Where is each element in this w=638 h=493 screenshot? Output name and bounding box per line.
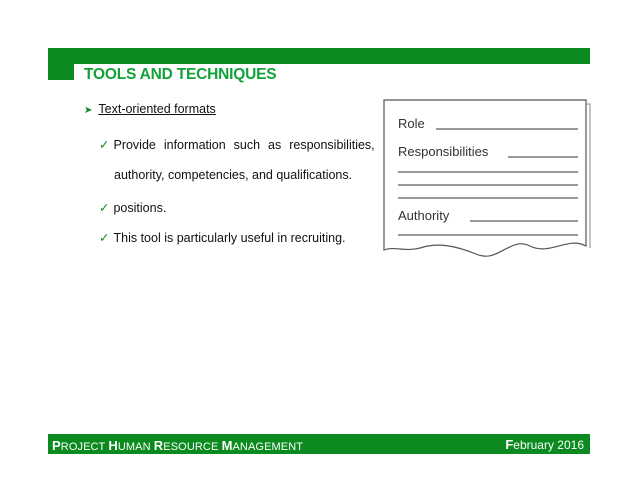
paper-shadow <box>587 104 590 248</box>
form-label-authority: Authority <box>398 208 450 223</box>
header-bar <box>48 48 590 64</box>
sub-bullet-1 <box>99 137 375 152</box>
footer-bar <box>48 434 590 454</box>
check-icon: ✓ <box>99 231 110 245</box>
slide-title: TOOLS AND TECHNIQUES <box>84 66 277 83</box>
form-label-role: Role <box>398 116 425 131</box>
footer-date: February 2016 <box>505 437 584 452</box>
sub-bullet-2-text: positions. <box>113 201 167 215</box>
bullet-main-text: Text-oriented formats <box>98 102 216 116</box>
check-icon: ✓ <box>99 138 110 152</box>
title-tab-accent <box>48 64 74 80</box>
sub-bullet-2 <box>99 200 166 215</box>
sub-bullet-3-text: This tool is particularly useful in recruiting. <box>113 231 346 245</box>
footer-course-title: PROJECT HUMAN RESOURCE MANAGEMENT <box>52 438 304 453</box>
arrow-bullet-icon: ➤ <box>84 105 93 116</box>
job-description-form-image <box>380 96 592 274</box>
bullet-main <box>84 102 216 116</box>
sub-bullet-1-continued: authority, competencies, and qualifications. <box>114 168 353 182</box>
check-icon: ✓ <box>99 201 110 215</box>
sub-bullet-1-text: Provide information such as responsibilities, <box>113 138 375 152</box>
sub-bullet-3 <box>99 230 346 245</box>
form-label-responsibilities: Responsibilities <box>398 144 489 159</box>
